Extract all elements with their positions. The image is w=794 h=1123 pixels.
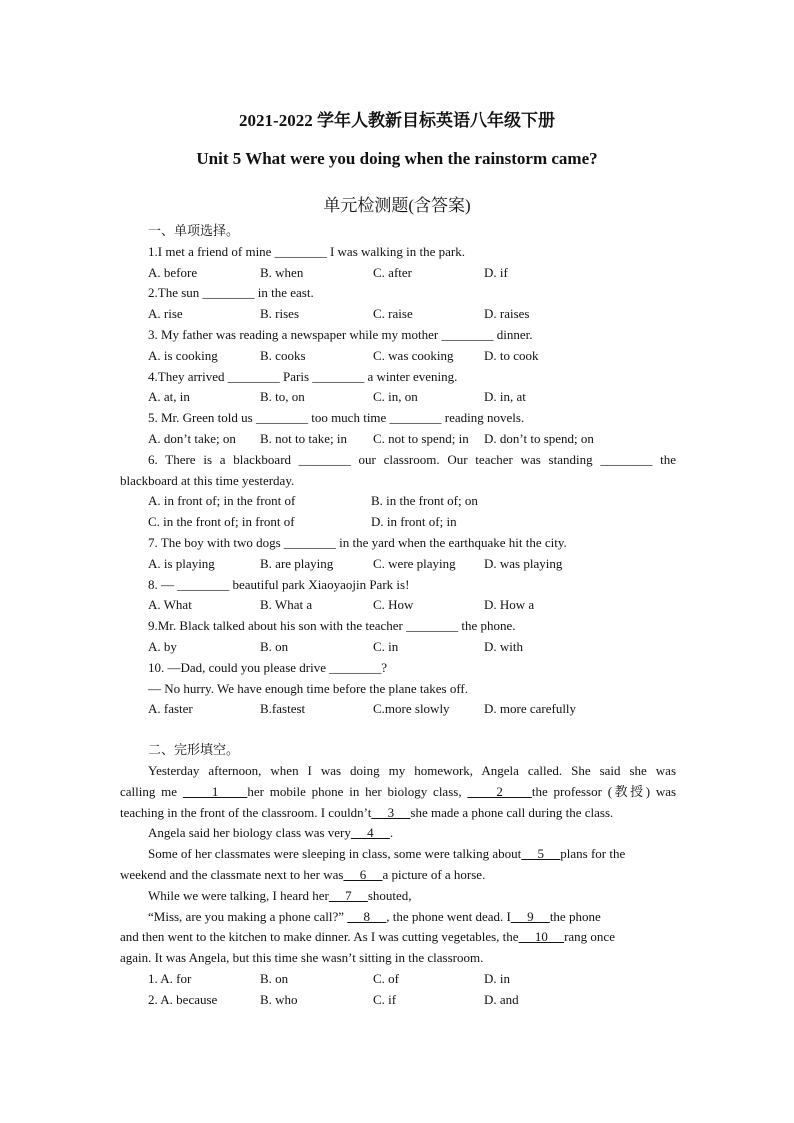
- document-body: [120, 221, 676, 1010]
- blank-8: 8: [347, 908, 387, 924]
- option-c: C. in, on: [373, 389, 418, 405]
- answer-options: [120, 969, 676, 990]
- option-a: 2. A. because: [148, 991, 218, 1007]
- question-stem: 6. There is a blackboard ________ our classroom. Our teacher was standing ________ the: [148, 451, 676, 467]
- option-c: C.more slowly: [373, 701, 450, 717]
- option-c: C. was cooking: [373, 347, 454, 363]
- option-a: 1. A. for: [148, 970, 192, 986]
- option-c: C. raise: [373, 306, 413, 322]
- passage-line: [120, 782, 676, 803]
- passage-line: [120, 907, 676, 928]
- document-subtitle: 单元检测题(含答案): [323, 196, 471, 215]
- option-b: B. rises: [260, 306, 299, 322]
- passage-line: [120, 865, 676, 886]
- passage-text: and then went to the kitchen to make dinner. As I was cutting vegetables, the: [120, 929, 519, 945]
- option-d: D. How a: [484, 597, 535, 613]
- answer-options: [120, 512, 676, 533]
- option-c: C. were playing: [373, 555, 456, 571]
- passage-text: Angela said her biology class was very: [148, 825, 351, 841]
- option-c: C. of: [373, 970, 399, 986]
- option-a: A. don’t take; on: [148, 430, 236, 446]
- option-d: D. was playing: [484, 555, 563, 571]
- passage-text: While we were talking, I heard her: [148, 887, 329, 903]
- option-a: A. faster: [148, 701, 193, 717]
- answer-options: [120, 263, 676, 284]
- option-a: A. in front of; in the front of: [148, 493, 296, 509]
- passage-text: the professor (教授) was: [531, 783, 677, 799]
- dialogue-reply: — No hurry. We have enough time before the plane takes off.: [148, 680, 468, 696]
- blank-9: 9: [510, 908, 550, 924]
- question-stem: 1.I met a friend of mine ________ I was walking in the park.: [148, 243, 465, 259]
- option-c: C. How: [373, 597, 414, 613]
- section-heading: 一、单项选择。: [148, 223, 240, 238]
- answer-options: [120, 304, 676, 325]
- answer-options: [120, 429, 676, 450]
- passage-text: plans for the: [560, 846, 626, 862]
- option-a: A. rise: [148, 306, 183, 322]
- passage-text: shouted,: [367, 887, 412, 903]
- blank-3: 3: [371, 804, 411, 820]
- option-a: A. What: [148, 597, 192, 613]
- option-c: C. not to spend; in: [373, 430, 469, 446]
- option-a: A. before: [148, 264, 198, 280]
- option-c: C. in: [373, 638, 399, 654]
- question-stem: 4.They arrived ________ Paris ________ a winter evening.: [148, 368, 458, 384]
- option-a: A. is cooking: [148, 347, 218, 363]
- option-d: D. in, at: [484, 389, 526, 405]
- question-stem: 2.The sun ________ in the east.: [148, 285, 314, 301]
- option-d: D. raises: [484, 306, 530, 322]
- passage-text: she made a phone call during the class.: [410, 804, 614, 820]
- option-b: B. when: [260, 264, 304, 280]
- passage-line: [120, 927, 676, 948]
- passage-text: “Miss, are you making a phone call?”: [148, 908, 345, 924]
- passage-text: , the phone went dead. I: [386, 908, 511, 924]
- passage-line: again. It was Angela, but this time she wasn’t sitting in the classroom.: [120, 950, 484, 966]
- question-stem: 5. Mr. Green told us ________ too much time ________ reading novels.: [148, 410, 525, 426]
- option-b: B. cooks: [260, 347, 306, 363]
- option-d: D. if: [484, 264, 508, 280]
- answer-options: [120, 346, 676, 367]
- section-spacer: [120, 720, 676, 740]
- option-b: B. on: [260, 638, 289, 654]
- option-b: B. on: [260, 970, 289, 986]
- section-heading: 二、完形填空。: [148, 742, 240, 758]
- option-a: A. by: [148, 638, 177, 654]
- answer-options: [120, 387, 676, 408]
- passage-line: Yesterday afternoon, when I was doing my homework, Angela called. She said she was: [148, 762, 676, 778]
- passage-line: [120, 886, 676, 907]
- answer-options: [120, 491, 676, 512]
- passage-text: weekend and the classmate next to her was: [120, 866, 344, 882]
- blank-5: 5: [521, 846, 561, 862]
- passage-text: the phone: [549, 908, 601, 924]
- blank-4: 4: [350, 825, 390, 841]
- unit-title: Unit 5 What were you doing when the rainstorm came?: [196, 149, 598, 168]
- answer-options: [120, 699, 676, 720]
- option-a: A. at, in: [148, 389, 190, 405]
- question-stem: 7. The boy with two dogs ________ in the yard when the earthquake hit the city.: [148, 534, 567, 550]
- document-title: 2021-2022 学年人教新目标英语八年级下册: [239, 111, 555, 130]
- option-b: B. not to take; in: [260, 430, 348, 446]
- option-c: C. after: [373, 264, 412, 280]
- passage-line: [120, 823, 676, 844]
- option-b: B.fastest: [260, 701, 306, 717]
- answer-options: [120, 990, 676, 1011]
- passage-text: her mobile phone in her biology class,: [247, 783, 462, 799]
- option-d: D. with: [484, 638, 523, 654]
- option-b: B. What a: [260, 597, 313, 613]
- answer-options: [120, 637, 676, 658]
- option-b: B. are playing: [260, 555, 334, 571]
- passage-text: .: [389, 825, 394, 841]
- passage-text: calling me: [120, 783, 178, 799]
- passage-text: rang once: [564, 929, 615, 945]
- passage-text: teaching in the front of the classroom. I couldn’t: [120, 804, 372, 820]
- blank-10: 10: [518, 929, 565, 945]
- blank-1: 1: [182, 783, 248, 799]
- option-c: C. in the front of; in front of: [148, 514, 295, 530]
- option-b: B. who: [260, 991, 298, 1007]
- option-c: C. if: [373, 991, 397, 1007]
- question-stem: 3. My father was reading a newspaper while my mother ________ dinner.: [148, 326, 533, 342]
- option-d: D. in front of; in: [371, 514, 457, 530]
- question-stem-continued: blackboard at this time yesterday.: [120, 472, 295, 488]
- blank-6: 6: [343, 866, 383, 882]
- option-d: D. in: [484, 970, 510, 986]
- option-b: B. to, on: [260, 389, 305, 405]
- passage-line: [120, 803, 676, 824]
- passage-line: [120, 844, 676, 865]
- answer-options: [120, 595, 676, 616]
- blank-2: 2: [467, 783, 532, 799]
- answer-options: [120, 554, 676, 575]
- passage-text: Some of her classmates were sleeping in class, some were talking about: [148, 846, 522, 862]
- option-a: A. is playing: [148, 555, 215, 571]
- option-d: D. don’t to spend; on: [484, 430, 594, 446]
- option-b: B. in the front of; on: [371, 493, 478, 509]
- question-stem: 9.Mr. Black talked about his son with the teacher ________ the phone.: [148, 618, 516, 634]
- blank-7: 7: [328, 887, 368, 903]
- passage-text: a picture of a horse.: [382, 866, 486, 882]
- question-stem: 10. —Dad, could you please drive ________?: [148, 659, 388, 675]
- question-stem: 8. — ________ beautiful park Xiaoyaojin Park is!: [148, 576, 410, 592]
- option-d: D. and: [484, 991, 519, 1007]
- option-d: D. more carefully: [484, 701, 577, 717]
- option-d: D. to cook: [484, 347, 539, 363]
